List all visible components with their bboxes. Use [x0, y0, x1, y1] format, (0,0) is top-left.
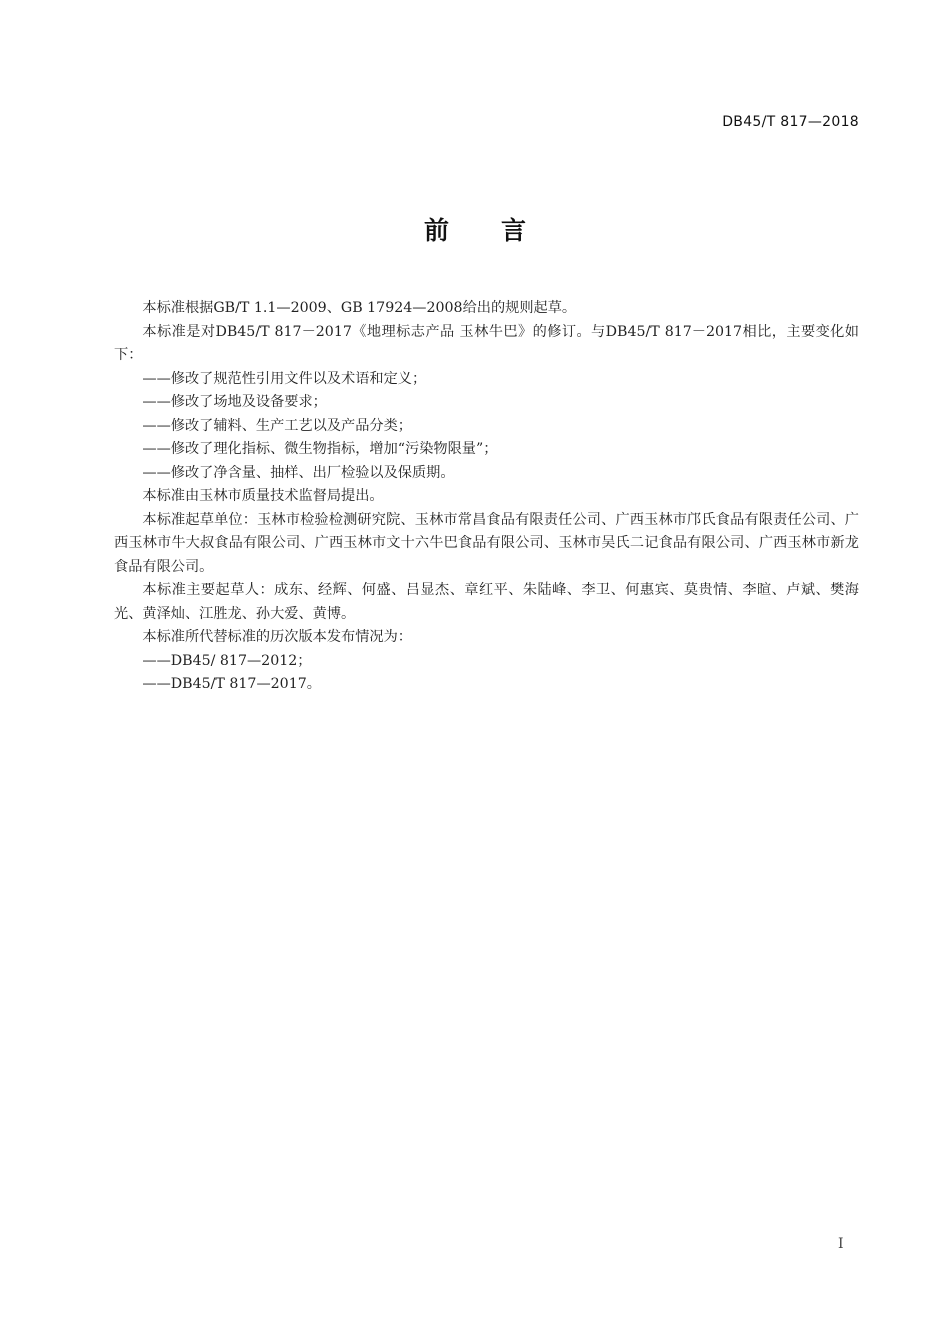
paragraph-drafters: 本标准主要起草人：成东、经辉、何盛、吕显杰、章红平、朱陆峰、李卫、何惠宾、莫贵情、李暄、卢斌、樊海光、黄泽灿、江胜龙、孙大爱、黄博。 [114, 582, 859, 622]
change-item: ——修改了净含量、抽样、出厂检验以及保质期。 [142, 464, 455, 481]
title-char-2: 言 [501, 216, 527, 245]
paragraph-history-intro: 本标准所代替标准的历次版本发布情况为： [142, 629, 412, 645]
page-title [0, 211, 950, 247]
paragraph-revision-summary: 本标准是对DB45/T 817－2017《地理标志产品 玉林牛巴》的修订。与DB45/T 817－2017相比，主要变化如下： [114, 323, 859, 363]
paragraph-proposer: 本标准由玉林市质量技术监督局提出。 [142, 488, 384, 504]
change-item: ——修改了理化指标、微生物指标，增加“污染物限量”； [142, 441, 498, 457]
history-item: ——DB45/ 817—2012； [142, 652, 312, 669]
page-number: I [838, 1236, 844, 1252]
change-item: ——修改了场地及设备要求； [142, 394, 327, 410]
title-char-1: 前 [423, 216, 449, 245]
foreword-body [114, 297, 859, 697]
change-item: ——修改了规范性引用文件以及术语和定义； [142, 370, 427, 387]
paragraph-drafting-units: 本标准起草单位：玉林市检验检测研究院、玉林市常昌食品有限责任公司、广西玉林市邝氏食品有限责任公司、广西玉林市牛大叔食品有限公司、广西玉林市文十六牛巴食品有限公司、玉林市吴氏二记食品有限公司、广西玉林市新龙食品有限公司。 [114, 511, 859, 575]
change-item: ——修改了辅料、生产工艺以及产品分类； [142, 417, 412, 434]
document-code-header: DB45/T 817—2018 [722, 114, 859, 130]
history-item: ——DB45/T 817—2017。 [142, 676, 321, 692]
paragraph-drafting-rules: 本标准根据GB/T 1.1—2009、GB 17924—2008给出的规则起草。 [142, 300, 577, 316]
